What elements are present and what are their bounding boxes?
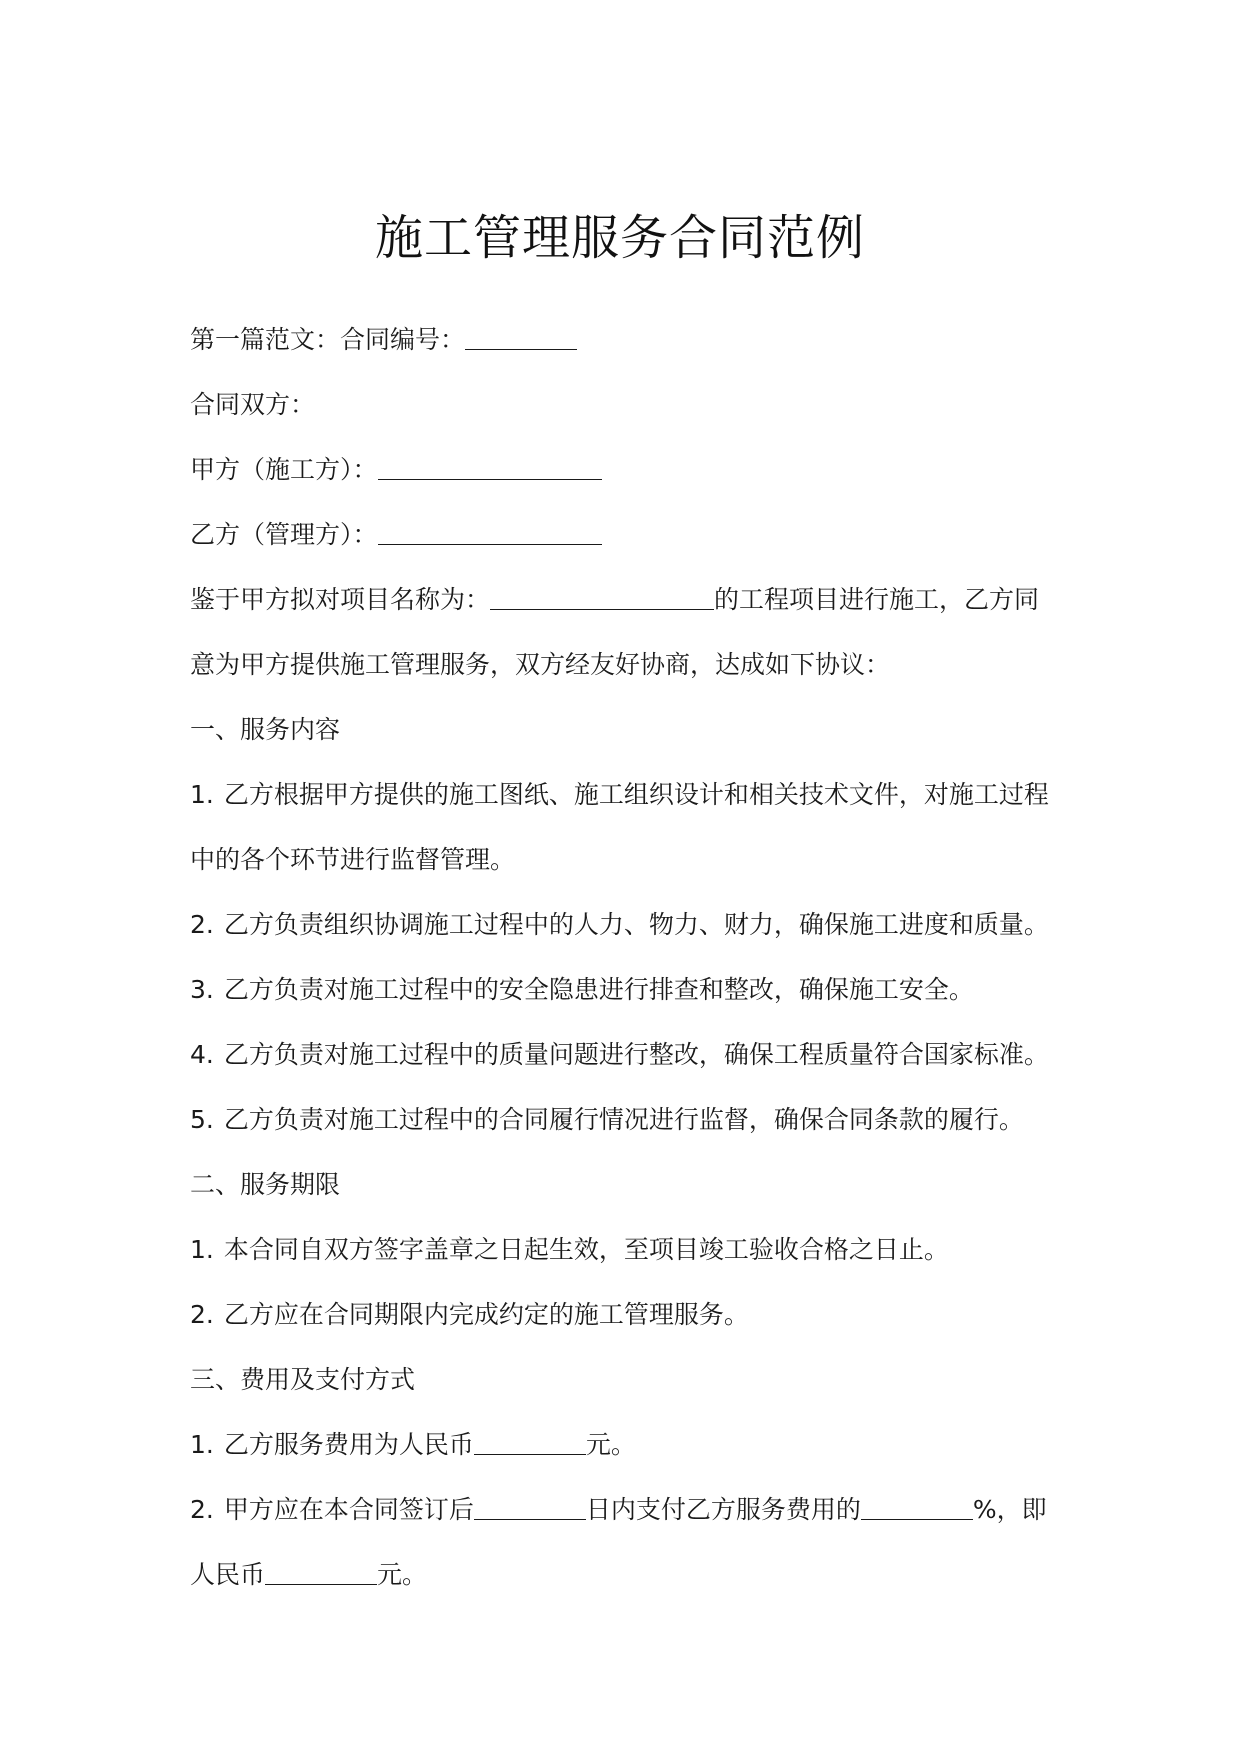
clause-number: 3.: [190, 975, 214, 1004]
clause-number: 1.: [190, 1430, 214, 1459]
contract-number-blank: [465, 323, 577, 350]
clause-number: 5.: [190, 1105, 214, 1134]
party-b-line: [190, 515, 1060, 580]
clause-3-2: [190, 1490, 1060, 1555]
party-a-blank: [378, 453, 602, 480]
clause-text-end: 元。: [585, 1430, 636, 1459]
document-body: [190, 320, 1060, 1620]
clause-number: 1.: [190, 780, 214, 809]
party-a-label: 甲方（施工方）：: [190, 455, 378, 484]
clause-text: 乙方负责组织协调施工过程中的人力、物力、财力，确保施工进度和质量。: [223, 910, 1049, 939]
clause-text: 本合同自双方签字盖章之日起生效，至项目竣工验收合格之日止。: [223, 1235, 949, 1264]
clause-number: 2.: [190, 1495, 214, 1524]
clause-1-1: [190, 775, 1060, 840]
fee-amount-blank: [474, 1428, 586, 1455]
clause-1-3: [190, 970, 1060, 1035]
party-b-blank: [378, 518, 602, 545]
clause-text: 甲方应在本合同签订后: [223, 1495, 474, 1524]
preamble-text-1: 鉴于甲方拟对项目名称为：: [190, 585, 491, 614]
preamble-line-2: 意为甲方提供施工管理服务，双方经友好协商，达成如下协议：: [190, 650, 891, 679]
section-heading-fees-payment: 三、费用及支付方式: [190, 1365, 416, 1394]
clause-text-end: 元。: [377, 1560, 428, 1589]
clause-text: 乙方负责对施工过程中的安全隐患进行排查和整改，确保施工安全。: [223, 975, 974, 1004]
preamble-line-1: [190, 580, 1060, 645]
clause-1-4: [190, 1035, 1060, 1100]
clause-text: 乙方应在合同期限内完成约定的施工管理服务。: [223, 1300, 749, 1329]
document-title: 施工管理服务合同范例: [374, 210, 865, 266]
clause-2-1: [190, 1230, 1060, 1295]
party-a-line: [190, 450, 1060, 515]
clause-number: 2.: [190, 910, 214, 939]
parties-heading: 合同双方：: [190, 390, 316, 419]
clause-text-end: %，即: [972, 1495, 1047, 1524]
contract-number-label: 第一篇范文：合同编号：: [190, 325, 466, 354]
clause-3-1: [190, 1425, 1060, 1490]
preamble-text-2: 的工程项目进行施工，乙方同: [714, 585, 1040, 614]
clause-text-middle: 日内支付乙方服务费用的: [585, 1495, 861, 1524]
project-name-blank: [490, 583, 714, 610]
clause-text: 乙方服务费用为人民币: [223, 1430, 474, 1459]
contract-number-line: [190, 320, 1060, 385]
clause-2-2: [190, 1295, 1060, 1360]
payment-amount-blank: [265, 1558, 377, 1585]
section-heading-service-period: 二、服务期限: [190, 1170, 341, 1199]
clause-3-2-continued: [190, 1555, 1060, 1620]
clause-number: 4.: [190, 1040, 214, 1069]
clause-text: 乙方根据甲方提供的施工图纸、施工组织设计和相关技术文件，对施工过程: [223, 780, 1049, 809]
section-heading-service-content: 一、服务内容: [190, 715, 341, 744]
clause-text: 乙方负责对施工过程中的质量问题进行整改，确保工程质量符合国家标准。: [223, 1040, 1049, 1069]
payment-days-blank: [474, 1493, 586, 1520]
party-b-label: 乙方（管理方）：: [190, 520, 378, 549]
payment-percent-blank: [861, 1493, 973, 1520]
clause-1-2: [190, 905, 1060, 970]
clause-1-1-continued: 中的各个环节进行监督管理。: [190, 845, 516, 874]
clause-number: 2.: [190, 1300, 214, 1329]
clause-1-5: [190, 1100, 1060, 1165]
clause-text: 乙方负责对施工过程中的合同履行情况进行监督，确保合同条款的履行。: [223, 1105, 1024, 1134]
clause-text: 人民币: [190, 1560, 266, 1589]
clause-number: 1.: [190, 1235, 214, 1264]
